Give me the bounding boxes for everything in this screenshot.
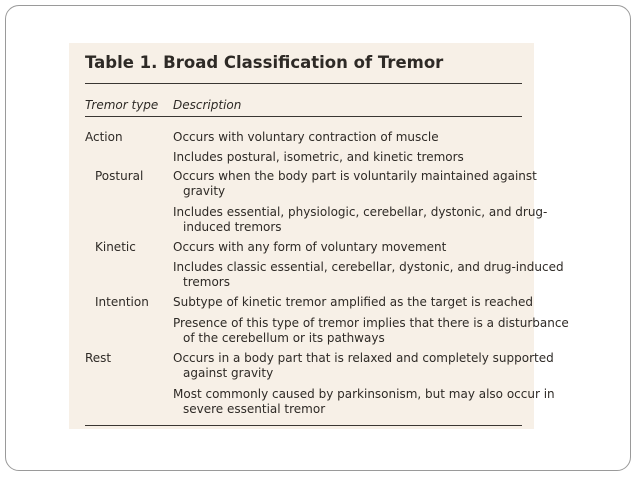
row-description-line: Occurs with voluntary contraction of muscle [173, 130, 439, 144]
row-description-line: Subtype of kinetic tremor amplified as the target is reached [173, 295, 534, 309]
title-rule [85, 83, 522, 84]
table-title: Table 1. Broad Classification of Tremor [85, 53, 444, 72]
type-kinetic: Kinetic [95, 240, 136, 254]
row-description-line: Occurs in a body part that is relaxed and completely supported [173, 351, 554, 365]
header-description: Description [173, 98, 242, 112]
header-rule [85, 116, 522, 117]
row-description-line: Presence of this type of tremor implies that there is a disturbance [173, 316, 569, 330]
row-description-line: of the cerebellum or its pathways [183, 331, 385, 345]
row-description-line: Occurs when the body part is voluntarily maintained against [173, 169, 537, 183]
table-bottom-rule [85, 425, 522, 426]
type-rest: Rest [85, 351, 112, 365]
header-tremor-type: Tremor type [85, 98, 159, 112]
row-description-line: gravity [183, 184, 226, 198]
row-description-line: tremors [183, 275, 230, 289]
row-description-line: Includes postural, isometric, and kinetic tremors [173, 150, 464, 164]
tremor-classification-table [69, 43, 569, 429]
row-description-line: Includes essential, physiologic, cerebellar, dystonic, and drug- [173, 205, 548, 219]
row-description-line: Occurs with any form of voluntary movement [173, 240, 447, 254]
row-description-line: Most commonly caused by parkinsonism, but may also occur in [173, 387, 555, 401]
row-description-line: severe essential tremor [183, 402, 326, 416]
type-intention: Intention [95, 295, 149, 309]
type-action: Action [85, 130, 123, 144]
row-description-line: induced tremors [183, 220, 282, 234]
row-description-line: Includes classic essential, cerebellar, dystonic, and drug-induced [173, 260, 564, 274]
type-postural: Postural [95, 169, 144, 183]
row-description-line: against gravity [183, 366, 274, 380]
